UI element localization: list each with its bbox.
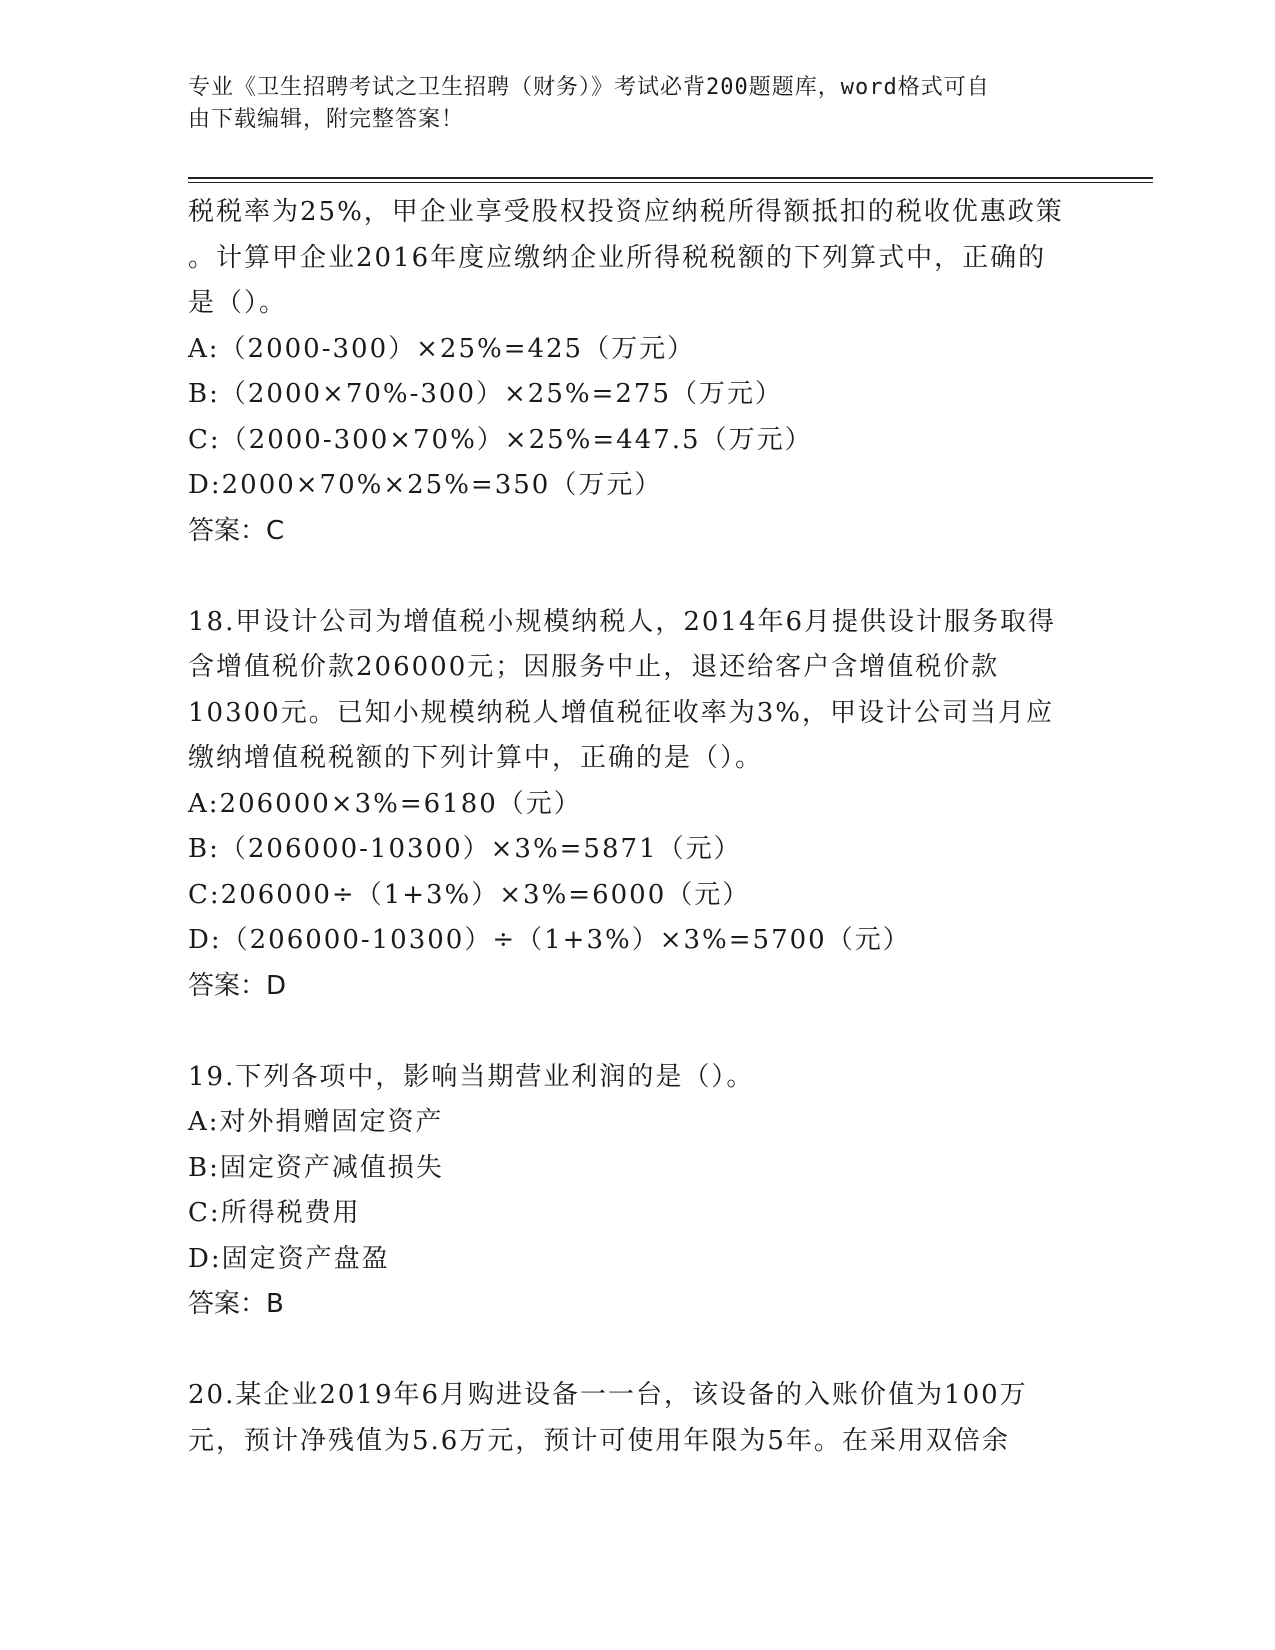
header-line-1: 专业《卫生招聘考试之卫生招聘（财务）》考试必背200题题库，word格式可自 (188, 75, 990, 100)
option-a: A:（2000-300）×25%=425（万元） (188, 333, 696, 364)
option-c: C:所得税费用 (188, 1198, 361, 1228)
option-b: B:（206000-10300）×3%=5871（元） (188, 834, 742, 864)
question-20 (188, 1373, 1088, 1464)
question-text-line: 缴纳增值税税额的下列计算中，正确的是（）。 (188, 743, 764, 773)
question-19 (188, 1055, 1088, 1328)
option-b: B:固定资产减值损失 (188, 1152, 444, 1183)
answer: 答案：B (188, 1289, 284, 1319)
spacer (188, 1009, 1088, 1055)
option-d: D:2000×70%×25%=350（万元） (188, 470, 663, 500)
spacer (188, 1328, 1088, 1374)
answer: 答案：D (188, 970, 287, 1001)
header-rule-thin (188, 182, 1153, 183)
question-text-line: 元，预计净残值为5.6万元，预计可使用年限为5年。在采用双倍余 (188, 1425, 1010, 1456)
option-b: B:（2000×70%-300）×25%=275（万元） (188, 379, 784, 409)
question-text-line: 18.甲设计公司为增值税小规模纳税人，2014年6月提供设计服务取得 (188, 606, 1057, 637)
answer: 答案：C (188, 515, 285, 546)
header-line-2: 由下载编辑，附完整答案！ (188, 107, 465, 132)
question-text-line: 20.某企业2019年6月购进设备一一台，该设备的入账价值为100万 (188, 1380, 1028, 1410)
question-text-line: 是（）。 (188, 288, 288, 318)
question-text-line: 。计算甲企业2016年度应缴纳企业所得税税额的下列算式中，正确的 (188, 242, 1047, 273)
option-a: A:对外捐赠固定资产 (188, 1107, 444, 1137)
option-c: C:（2000-300×70%）×25%=447.5（万元） (188, 424, 813, 455)
question-text-line: 10300元。已知小规模纳税人增值税征收率为3%，甲设计公司当月应 (188, 697, 1054, 728)
option-a: A:206000×3%=6180（元） (188, 788, 582, 819)
option-d: D:（206000-10300）÷（1+3%）×3%=5700（元） (188, 925, 911, 955)
option-d: D:固定资产盘盈 (188, 1243, 390, 1274)
option-c: C:206000÷（1+3%）×3%=6000（元） (188, 879, 751, 910)
spacer (188, 554, 1088, 600)
document-header (188, 72, 1068, 136)
question-18 (188, 600, 1088, 1010)
question-text-line: 含增值税价款206000元；因服务中止，退还给客户含增值税价款 (188, 652, 1000, 682)
question-text-line: 税税率为25%，甲企业享受股权投资应纳税所得额抵扣的税收优惠政策 (188, 197, 1064, 227)
question-text-line: 19.下列各项中，影响当期营业利润的是（）。 (188, 1061, 755, 1092)
question-17 (188, 190, 1088, 554)
question-content (188, 190, 1088, 1464)
header-rule-thick (188, 177, 1153, 179)
